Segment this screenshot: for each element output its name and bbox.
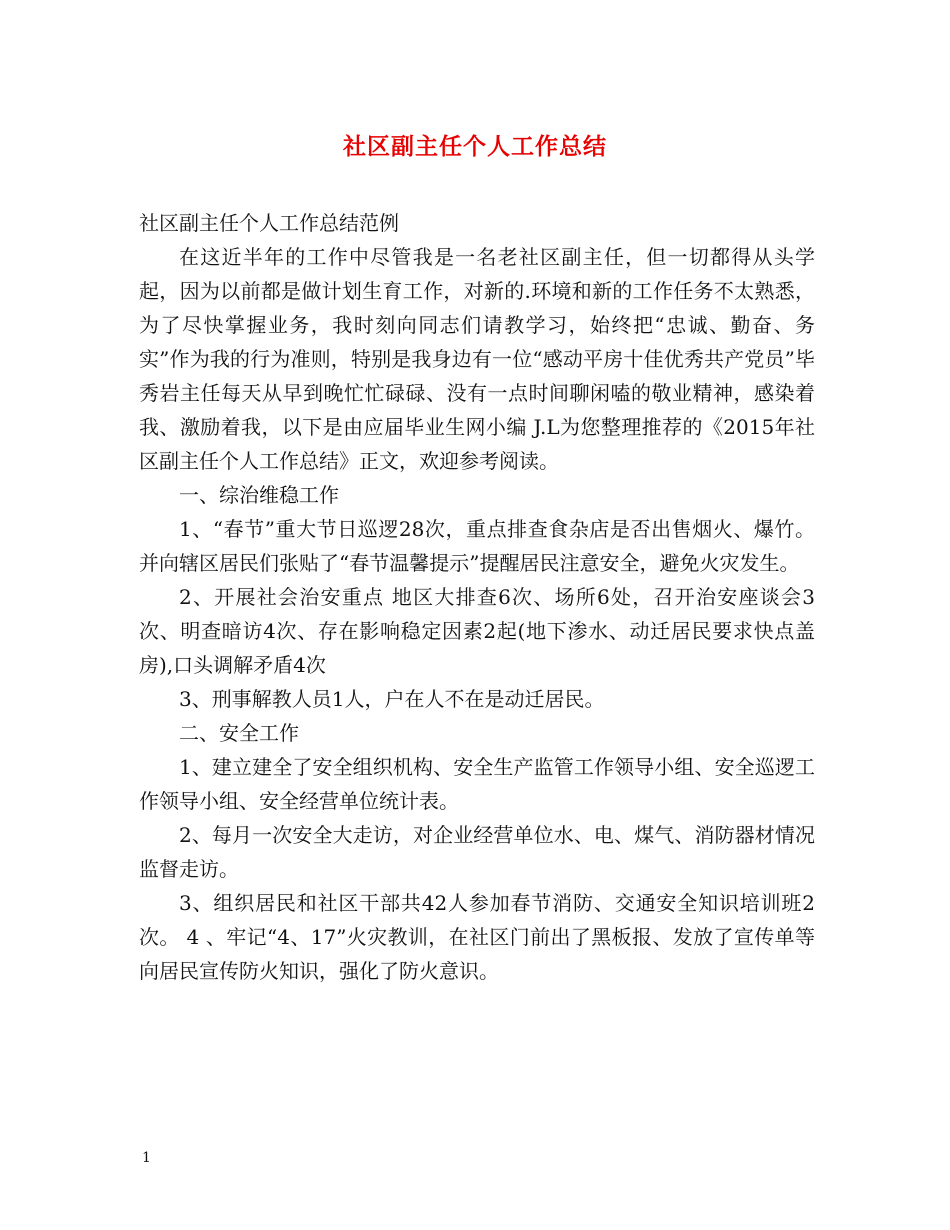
document-body: [139, 206, 815, 988]
section-1-item-3: 3、刑事解教人员1人，户在人不在是动迁居民。: [179, 687, 605, 711]
section-1-item-2: 2、开展社会治安重点 地区大排查6次、场所6处，召开治安座谈会3次、明查暗访4次、存在影响稳定因素2起(地下渗水、动迁居民要求快点盖房),口头调解矛盾4次: [139, 585, 815, 677]
subtitle-paragraph: 社区副主任个人工作总结范例: [139, 211, 399, 235]
page-number: 1: [142, 1150, 151, 1166]
intro-paragraph: 在这近半年的工作中尽管我是一名老社区副主任，但一切都得从头学起，因为以前都是做计划生育工作，对新的.环境和新的工作任务不太熟悉，为了尽快掌握业务，我时刻向同志们请教学习，始终把“忠诚、勤奋、务实”作为我的行为准则，特别是我身边有一位“感动平房十佳优秀共产党员”毕秀岩主任每天从早到晚忙忙碌碌、没有一点时间聊闲嗑的敬业精神，感染着我、激励着我，以下是由应届毕业生网小编 J.L为您整理推荐的《2015年社区副主任个人工作总结》正文，欢迎参考阅读。: [139, 245, 815, 473]
section-heading-1: 一、综治维稳工作: [179, 483, 339, 507]
section-heading-2: 二、安全工作: [179, 721, 299, 745]
section-2-item-3: 3、组织居民和社区干部共42人参加春节消防、交通安全知识培训班2次。 4 、牢记“4、17”火灾教训，在社区门前出了黑板报、发放了宣传单等向居民宣传防火知识，强化了防火意识。: [139, 891, 815, 983]
section-2-item-2: 2、每月一次安全大走访，对企业经营单位水、电、煤气、消防器材情况监督走访。: [139, 823, 815, 881]
document-title: 社区副主任个人工作总结: [343, 134, 607, 160]
section-1-item-1: 1、“春节”重大节日巡逻28次，重点排查食杂店是否出售烟火、爆竹。并向辖区居民们张贴了“春节温馨提示”提醒居民注意安全，避免火灾发生。: [139, 517, 815, 575]
section-2-item-1: 1、建立建全了安全组织机构、安全生产监管工作领导小组、安全巡逻工作领导小组、安全经营单位统计表。: [139, 755, 815, 813]
